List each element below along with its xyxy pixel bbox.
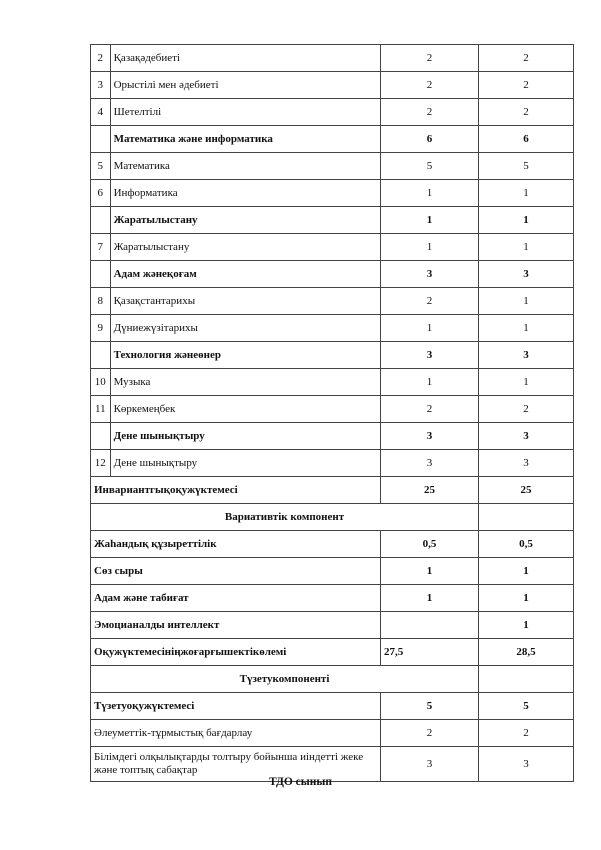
variative-name: Адам және табиғат [91,585,381,612]
hours-col-1: 2 [380,720,478,747]
hours-col-1: 6 [380,126,478,153]
row-number: 11 [91,396,111,423]
hours-col-1: 25 [380,477,478,504]
correction-total-label: Түзетуоқужүктемесі [91,693,381,720]
variative-row [91,558,574,585]
subject-name: Дүниежүзітарихы [110,315,380,342]
subject-name: Информатика [110,180,380,207]
hours-col-1: 5 [380,693,478,720]
subject-name: Жаратылыстану [110,207,380,234]
subject-name: Көркемеңбек [110,396,380,423]
variative-name: Эмоцианалды интеллект [91,612,381,639]
hours-col-1: 1 [380,315,478,342]
row-number: 2 [91,45,111,72]
hours-col-2: 3 [479,747,574,782]
variative-row [91,531,574,558]
hours-col-2: 3 [479,342,574,369]
subject-name: Қазақәдебиеті [110,45,380,72]
subject-name: Музыка [110,369,380,396]
subject-name: Дене шынықтыру [110,450,380,477]
hours-col-2: 2 [479,72,574,99]
hours-col-1: 3 [380,261,478,288]
row-number [91,261,111,288]
hours-col-2: 1 [479,612,574,639]
subject-group-row [91,423,574,450]
hours-col-2: 1 [479,558,574,585]
hours-col-2: 0,5 [479,531,574,558]
hours-col-2: 3 [479,261,574,288]
hours-col-1: 3 [380,423,478,450]
row-number [91,126,111,153]
row-number: 3 [91,72,111,99]
empty-cell [479,666,574,693]
hours-col-2: 2 [479,396,574,423]
hours-col-2: 6 [479,126,574,153]
variative-name: Жаһандық құзыреттілік [91,531,381,558]
subject-name: Математика [110,153,380,180]
hours-col-1: 3 [380,747,478,782]
subject-group-row [91,342,574,369]
subject-row [91,369,574,396]
variative-row [91,585,574,612]
subject-group-row [91,207,574,234]
hours-col-1: 2 [380,99,478,126]
row-number: 9 [91,315,111,342]
row-number [91,342,111,369]
hours-col-2: 3 [479,423,574,450]
hours-col-1: 2 [380,288,478,315]
row-number: 12 [91,450,111,477]
row-number: 7 [91,234,111,261]
hours-col-2: 3 [479,450,574,477]
subject-row [91,234,574,261]
empty-cell [479,504,574,531]
row-number: 5 [91,153,111,180]
invariant-total-label: Инвариантгықоқужүктемесі [91,477,381,504]
hours-col-1 [380,612,478,639]
hours-col-2: 28,5 [479,639,574,666]
subject-name: Шетелтілі [110,99,380,126]
hours-col-2: 1 [479,315,574,342]
hours-col-2: 5 [479,153,574,180]
correction-header-row [91,666,574,693]
subject-row [91,288,574,315]
hours-col-2: 25 [479,477,574,504]
hours-col-2: 2 [479,99,574,126]
max-load-row [91,639,574,666]
hours-col-2: 1 [479,369,574,396]
subject-name: Технология жәнеөнер [110,342,380,369]
subject-row [91,315,574,342]
hours-col-1: 0,5 [380,531,478,558]
hours-col-2: 2 [479,45,574,72]
hours-col-1: 27,5 [380,639,478,666]
variative-header-row [91,504,574,531]
curriculum-table [90,44,574,782]
hours-col-1: 1 [380,207,478,234]
hours-col-1: 1 [380,180,478,207]
hours-col-2: 1 [479,585,574,612]
hours-col-1: 3 [380,342,478,369]
row-number [91,207,111,234]
subject-name: Адам жәнеқоғам [110,261,380,288]
curriculum-table-body [91,45,574,782]
variative-row [91,612,574,639]
hours-col-1: 2 [380,72,478,99]
hours-col-1: 1 [380,234,478,261]
subject-row [91,396,574,423]
subject-name: Қазақстантарихы [110,288,380,315]
variative-header: Вариативтік компонент [91,504,479,531]
hours-col-2: 1 [479,234,574,261]
hours-col-1: 3 [380,450,478,477]
hours-col-2: 5 [479,693,574,720]
row-number [91,423,111,450]
subject-name: Дене шынықтыру [110,423,380,450]
hours-col-1: 2 [380,396,478,423]
row-number: 10 [91,369,111,396]
subject-row [91,450,574,477]
hours-col-1: 5 [380,153,478,180]
hours-col-2: 1 [479,207,574,234]
subject-name: Математика және информатика [110,126,380,153]
variative-name: Сөз сыры [91,558,381,585]
correction-header: Түзетукомпоненті [91,666,479,693]
hours-col-1: 1 [380,369,478,396]
hours-col-2: 2 [479,720,574,747]
correction-name: Әлеуметтік-тұрмыстық бағдарлау [91,720,381,747]
hours-col-2: 1 [479,288,574,315]
row-number: 6 [91,180,111,207]
hours-col-1: 1 [380,558,478,585]
correction-total-row [91,693,574,720]
subject-row [91,99,574,126]
subject-row [91,72,574,99]
correction-row [91,720,574,747]
correction-name: Білімдегі олқылықтарды толтыру бойынша иіндетті жеке және топтық сабақтар [91,747,381,782]
row-number: 8 [91,288,111,315]
max-load-label: Оқужүктемесініңжоғарғышектікөлемі [91,639,381,666]
section-caption: ТДО сынып [269,776,332,788]
hours-col-2: 1 [479,180,574,207]
hours-col-1: 1 [380,585,478,612]
row-number: 4 [91,99,111,126]
subject-name: Орыстілі мен әдебиеті [110,72,380,99]
subject-row [91,153,574,180]
subject-group-row [91,261,574,288]
subject-row [91,180,574,207]
hours-col-1: 2 [380,45,478,72]
invariant-total-row [91,477,574,504]
subject-group-row [91,126,574,153]
subject-name: Жаратылыстану [110,234,380,261]
subject-row [91,45,574,72]
